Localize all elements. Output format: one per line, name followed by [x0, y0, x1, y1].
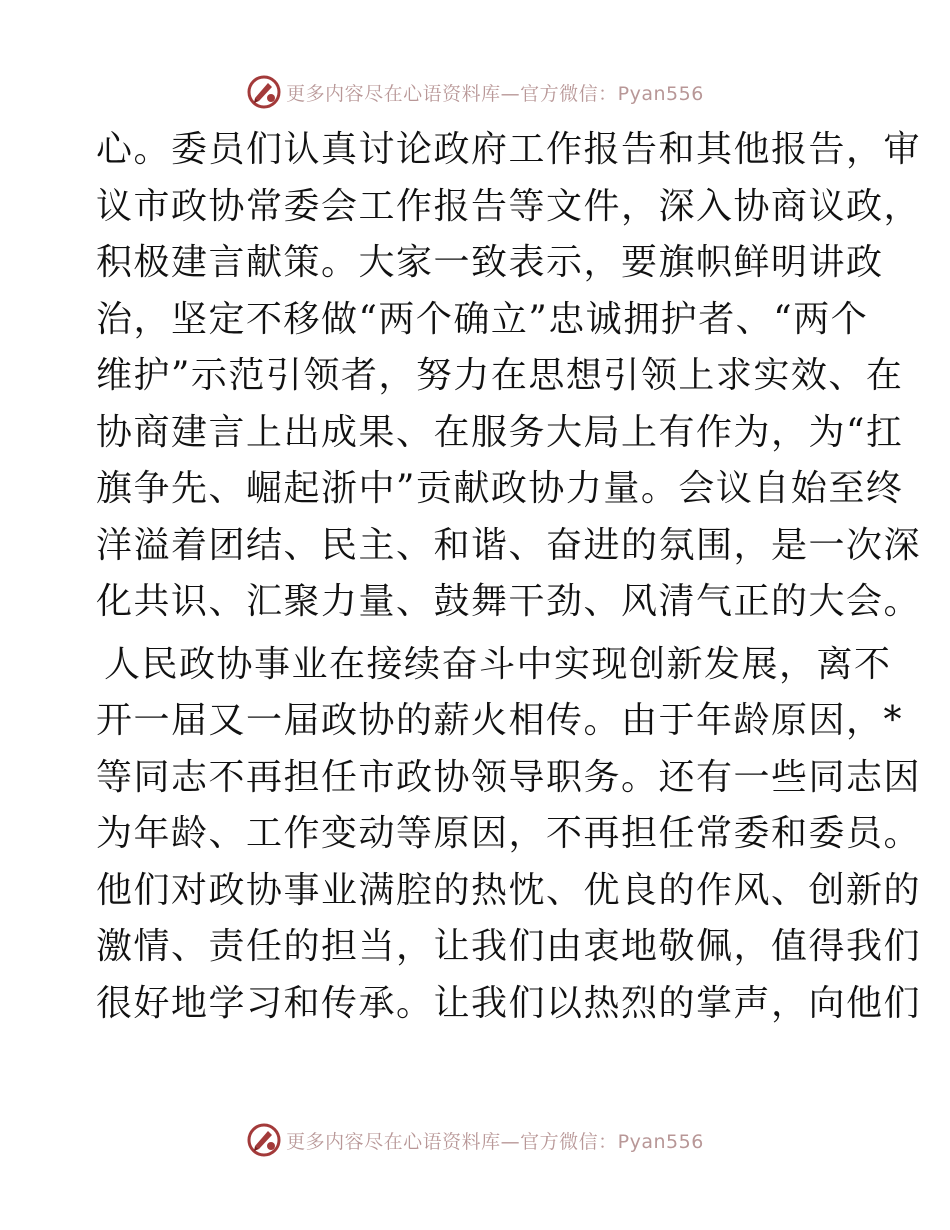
- hand-pen-logo-icon: [246, 74, 282, 110]
- hand-pen-logo-icon: [246, 1122, 282, 1158]
- document-body: [96, 122, 922, 1032]
- text-line: 洋溢着团结、民主、和谐、奋进的氛围，是一次深: [96, 524, 922, 566]
- footer-watermark-text: 更多内容尽在心语资料库—官方微信：Pyan556: [286, 1130, 704, 1153]
- text-line: 心。委员们认真讨论政府工作报告和其他报告，审: [96, 129, 922, 170]
- text-line: 为年龄、工作变动等原因，不再担任常委和委员。: [96, 813, 922, 854]
- text-line: 协商建言上出成果、在服务大局上有作为，为“扛: [96, 411, 904, 453]
- text-line: 开一届又一届政协的薪火相传。由于年龄原因，*: [96, 700, 904, 741]
- text-line: 人民政协事业在接续奋斗中实现创新发展，离不: [104, 643, 892, 685]
- footer-watermark-banner: [0, 1120, 950, 1160]
- text-line: 他们对政协事业满腔的热忱、优良的作风、创新的: [96, 869, 922, 911]
- paragraph-1: [96, 122, 922, 631]
- paragraph-2: [96, 637, 922, 1033]
- text-line: 维护”示范引领者，努力在思想引领上求实效、在: [96, 355, 904, 396]
- text-line: 旗争先、崛起浙中”贡献政协力量。会议自始至终: [96, 468, 904, 509]
- header-watermark-text: 更多内容尽在心语资料库—官方微信：Pyan556: [286, 82, 704, 105]
- text-line: 很好地学习和传承。让我们以热烈的掌声，向他们: [96, 982, 922, 1024]
- text-line: 激情、责任的担当，让我们由衷地敬佩，值得我们: [96, 926, 922, 967]
- text-line: 化共识、汇聚力量、鼓舞干劲、风清气正的大会。: [96, 581, 922, 622]
- text-line: 治，坚定不移做“两个确立”忠诚拥护者、“两个: [96, 298, 869, 340]
- text-line: 等同志不再担任市政协领导职务。还有一些同志因: [96, 756, 922, 798]
- text-line: 议市政协常委会工作报告等文件，深入协商议政，: [96, 185, 922, 227]
- header-watermark-banner: [0, 72, 950, 112]
- text-line: 积极建言献策。大家一致表示，要旗帜鲜明讲政: [96, 242, 884, 283]
